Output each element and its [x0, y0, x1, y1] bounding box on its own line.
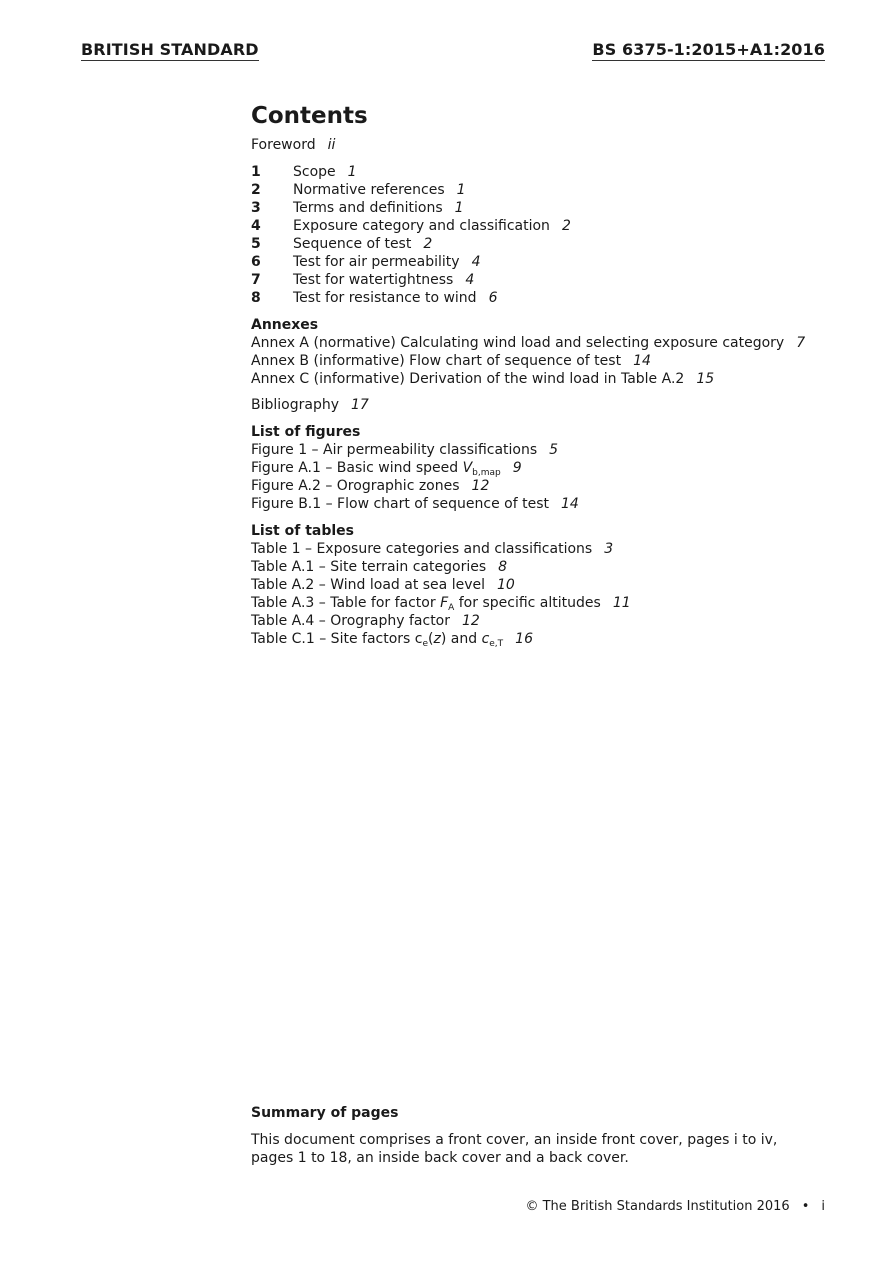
- toc-annex[interactable]: [251, 334, 851, 352]
- toc-sections: [251, 163, 851, 307]
- toc-page: 6: [488, 290, 498, 306]
- paren: (: [428, 631, 434, 647]
- toc-page: 11: [612, 595, 631, 611]
- toc-label: Annex B (informative) Flow chart of sequence of test: [251, 353, 622, 369]
- toc-label: Table A.1 – Site terrain categories: [251, 559, 487, 575]
- toc-figure[interactable]: [251, 495, 851, 513]
- toc-page: 17: [351, 397, 369, 413]
- toc-section[interactable]: [251, 289, 851, 307]
- section-number: 2: [251, 182, 261, 198]
- toc-page: 8: [498, 559, 508, 575]
- subscript: A: [448, 603, 455, 613]
- toc-label: Test for watertightness: [293, 272, 454, 288]
- toc-label: Figure A.2 – Orographic zones: [251, 478, 460, 494]
- toc-page: 16: [515, 631, 533, 647]
- summary-title: Summary of pages: [251, 1105, 399, 1121]
- toc-page: 4: [471, 254, 481, 270]
- table-of-contents: [251, 100, 851, 648]
- toc-annexes: [251, 316, 851, 388]
- toc-annex[interactable]: [251, 370, 851, 388]
- section-number: 4: [251, 218, 261, 234]
- toc-page: 2: [561, 218, 571, 234]
- toc-page: 15: [696, 371, 715, 387]
- symbol: V: [462, 460, 473, 476]
- bullet-separator: •: [801, 1199, 810, 1214]
- toc-figure[interactable]: [251, 441, 851, 459]
- toc-label: Annex C (informative) Derivation of the wind load in Table A.2: [251, 371, 685, 387]
- toc-page: 12: [471, 478, 490, 494]
- paren: ) and: [440, 631, 482, 647]
- toc-label: Test for resistance to wind: [293, 290, 477, 306]
- page-number: i: [821, 1199, 825, 1214]
- toc-label: Sequence of test: [293, 236, 412, 252]
- subscript: b,map: [472, 468, 501, 478]
- figures-heading: List of figures: [251, 424, 361, 440]
- toc-section[interactable]: [251, 163, 851, 181]
- toc-page: 9: [512, 460, 522, 476]
- toc-section[interactable]: [251, 217, 851, 235]
- toc-table[interactable]: [251, 558, 851, 576]
- toc-page: 4: [465, 272, 475, 288]
- toc-label: Normative references: [293, 182, 445, 198]
- symbol: F: [440, 595, 449, 611]
- variable: z: [433, 631, 441, 647]
- toc-label: Figure B.1 – Flow chart of sequence of test: [251, 496, 549, 512]
- toc-section[interactable]: [251, 235, 851, 253]
- toc-page: 12: [462, 613, 480, 629]
- toc-page: 2: [423, 236, 433, 252]
- toc-page: 3: [604, 541, 614, 557]
- toc-section[interactable]: [251, 199, 851, 217]
- section-number: 3: [251, 200, 261, 216]
- subscript: e: [422, 639, 429, 649]
- contents-title: Contents: [251, 103, 368, 129]
- toc-page: 1: [454, 200, 464, 216]
- toc-label: Table A.2 – Wind load at sea level: [251, 577, 485, 593]
- toc-table[interactable]: [251, 630, 851, 648]
- subscript: e,T: [489, 639, 504, 649]
- summary-of-pages: [251, 1104, 851, 1167]
- toc-label: Foreword: [251, 137, 316, 153]
- toc-page: 7: [796, 335, 806, 351]
- tables-heading: List of tables: [251, 523, 354, 539]
- toc-table[interactable]: [251, 576, 851, 594]
- toc-label: Table C.1 – Site factors c: [251, 631, 423, 647]
- toc-label: Scope: [293, 164, 336, 180]
- toc-figures: [251, 423, 851, 513]
- toc-figure[interactable]: [251, 459, 851, 477]
- section-number: 1: [251, 164, 261, 180]
- header-right: BS 6375-1:2015+A1:2016: [592, 40, 825, 59]
- toc-label: Table 1 – Exposure categories and classifications: [251, 541, 593, 557]
- toc-table[interactable]: [251, 612, 851, 630]
- toc-page: 10: [497, 577, 515, 593]
- toc-page: ii: [327, 137, 336, 153]
- annexes-heading: Annexes: [251, 317, 319, 333]
- summary-line: pages 1 to 18, an inside back cover and a back cover.: [251, 1150, 629, 1166]
- summary-line: This document comprises a front cover, an inside front cover, pages i to iv,: [251, 1132, 778, 1148]
- toc-section[interactable]: [251, 271, 851, 289]
- section-number: 8: [251, 290, 261, 306]
- toc-label: Terms and definitions: [293, 200, 443, 216]
- toc-table[interactable]: [251, 540, 851, 558]
- toc-tables: [251, 522, 851, 648]
- toc-label: Test for air permeability: [293, 254, 460, 270]
- toc-page: 14: [561, 496, 579, 512]
- section-number: 7: [251, 272, 261, 288]
- section-number: 5: [251, 236, 261, 252]
- page-footer: [525, 1199, 825, 1214]
- toc-annex[interactable]: [251, 352, 851, 370]
- toc-label: Table A.3 – Table for factor: [251, 595, 441, 611]
- copyright-text: © The British Standards Institution 2016: [525, 1199, 790, 1214]
- toc-page: 1: [456, 182, 466, 198]
- toc-label: Bibliography: [251, 397, 339, 413]
- toc-label: Figure A.1 – Basic wind speed: [251, 460, 463, 476]
- toc-label: Annex A (normative) Calculating wind load and selecting exposure category: [251, 335, 785, 351]
- toc-section[interactable]: [251, 181, 851, 199]
- toc-page: 14: [633, 353, 651, 369]
- toc-label: Exposure category and classification: [293, 218, 550, 234]
- symbol: c: [481, 631, 490, 647]
- toc-label: Table A.4 – Orography factor: [251, 613, 451, 629]
- toc-section[interactable]: [251, 253, 851, 271]
- toc-figure[interactable]: [251, 477, 851, 495]
- toc-page: 1: [347, 164, 357, 180]
- toc-label-suffix: for specific altitudes: [454, 595, 601, 611]
- toc-foreword[interactable]: [251, 136, 851, 154]
- toc-label: Figure 1 – Air permeability classifications: [251, 442, 538, 458]
- toc-page: 5: [549, 442, 559, 458]
- toc-table[interactable]: [251, 594, 851, 612]
- toc-bibliography[interactable]: [251, 396, 851, 414]
- header-left: BRITISH STANDARD: [81, 40, 259, 59]
- section-number: 6: [251, 254, 261, 270]
